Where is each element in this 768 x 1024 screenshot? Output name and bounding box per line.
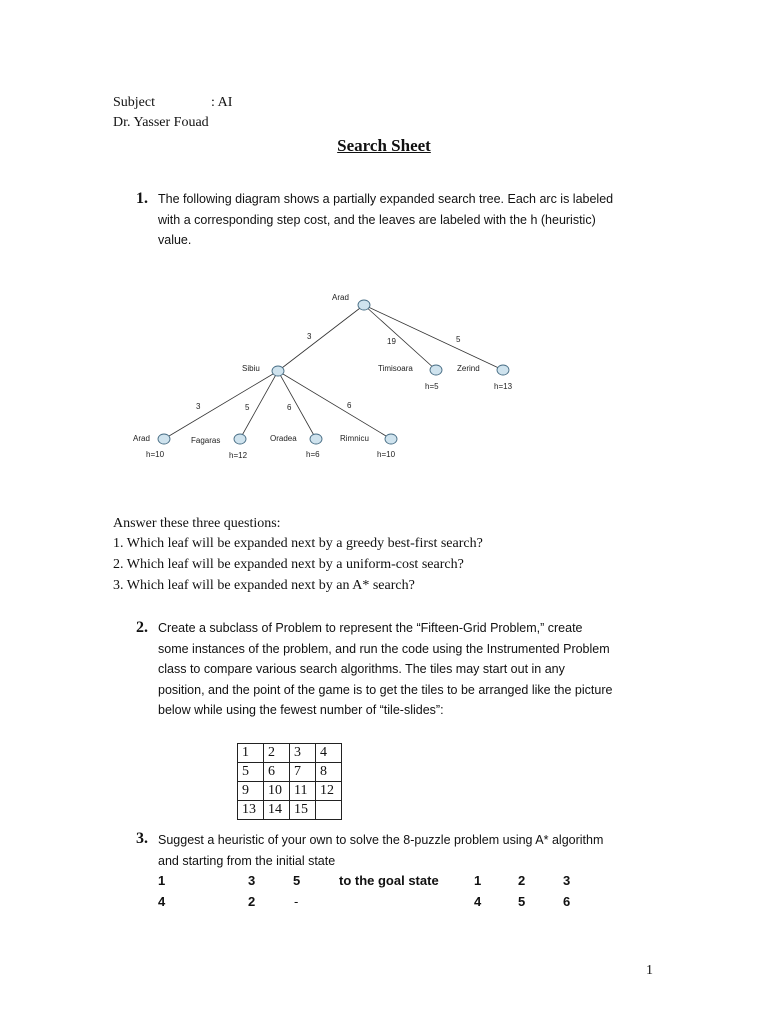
cost-arad-timisoara: 19 [387,337,396,346]
page-number: 1 [646,963,653,978]
h-arad-leaf: h=10 [146,450,165,459]
initial-r1-c3: 5 [293,873,301,888]
q1-line: value. [158,233,192,247]
grid-cell: 11 [290,782,316,801]
goal-r1-c1: 1 [474,873,482,888]
edge-arad-sibiu [278,305,364,371]
q3-text [158,830,678,871]
goal-r2-c1: 4 [474,894,482,909]
label-zerind: Zerind [457,364,480,373]
h-oradea: h=6 [306,450,320,459]
initial-r1-c1: 1 [158,873,166,888]
q1-line: The following diagram shows a partially expanded search tree. Each arc is labeled [158,192,614,206]
label-fagaras: Fagaras [191,436,221,445]
grid-cell: 2 [264,744,290,763]
initial-r2-c1: 4 [158,894,166,909]
edge-arad-timisoara [364,305,436,370]
q2-line: Create a subclass of Problem to represent the “Fifteen-Grid Problem,” create [158,621,583,635]
grid-cell: 5 [238,763,264,782]
node-zerind [497,365,509,375]
grid-cell: 15 [290,801,316,820]
grid-cell: 10 [264,782,290,801]
goal-r1-c2: 2 [518,873,526,888]
label-arad-root: Arad [332,293,349,302]
h-zerind: h=13 [494,382,513,391]
q2-line: position, and the point of the game is to get the tiles to be arranged like the picture [158,682,613,697]
edge-sibiu-rimnicu [278,371,391,439]
cost-sibiu-fagaras: 5 [245,403,250,412]
label-oradea: Oradea [270,434,297,443]
cost-arad-zerind: 5 [456,335,461,344]
q1-line: with a corresponding step cost, and the leaves are labeled with the h (heuristic) [158,212,596,227]
node-arad-leaf [158,434,170,444]
grid-cell: 4 [316,744,342,763]
cost-arad-sibiu: 3 [307,332,312,341]
fifteen-grid [237,743,342,820]
q3-number: 3. [136,830,148,847]
grid-cell: 9 [238,782,264,801]
goal-state-label: to the goal state [339,873,439,888]
grid-row [238,763,342,782]
answer-question-3: 3. Which leaf will be expanded next by an A* search? [113,578,415,593]
q2-line: class to compare various search algorithms. The tiles may start out in any [158,662,565,676]
q3-line: Suggest a heuristic of your own to solve the 8-puzzle problem using A* algorithm [158,833,604,847]
label-rimnicu: Rimnicu [340,434,369,443]
answer-question-1: 1. Which leaf will be expanded next by a greedy best-first search? [113,536,483,551]
edge-sibiu-arad [164,371,278,439]
answer-intro: Answer these three questions: [113,516,281,531]
author: Dr. Yasser Fouad [113,115,209,130]
edge-sibiu-oradea [278,371,316,439]
node-arad-root [358,300,370,310]
grid-cell: 12 [316,782,342,801]
edge-arad-zerind [364,305,503,370]
q2-line: below while using the fewest number of “tile-slides”: [158,703,444,717]
grid-cell: 7 [290,763,316,782]
label-timisoara: Timisoara [378,364,413,373]
q1-number: 1. [136,190,148,207]
node-rimnicu [385,434,397,444]
grid-cell: 14 [264,801,290,820]
goal-r2-c3: 6 [563,894,571,909]
h-timisoara: h=5 [425,382,439,391]
grid-row [238,744,342,763]
subject-label: Subject [113,95,155,110]
q2-line: some instances of the problem, and run the code using the Instrumented Problem [158,641,610,656]
cost-sibiu-arad: 3 [196,402,201,411]
initial-r2-c2: 2 [248,894,256,909]
page-title: Search Sheet [337,136,431,155]
goal-r2-c2: 5 [518,894,526,909]
node-oradea [310,434,322,444]
grid-row [238,801,342,820]
label-arad-leaf: Arad [133,434,150,443]
initial-r2-c3: - [294,894,299,909]
q2-number: 2. [136,619,148,636]
h-fagaras: h=12 [229,451,248,460]
grid-cell: 1 [238,744,264,763]
node-sibiu [272,366,284,376]
q3-line: and starting from the initial state [158,853,336,868]
grid-cell: 3 [290,744,316,763]
subject-value: : AI [211,95,233,110]
cost-sibiu-rimnicu: 6 [347,401,352,410]
grid-cell: 8 [316,763,342,782]
cost-sibiu-oradea: 6 [287,403,292,412]
grid-cell: 13 [238,801,264,820]
q2-text [158,618,678,721]
grid-cell-empty [316,801,342,820]
grid-row [238,782,342,801]
node-fagaras [234,434,246,444]
grid-cell: 6 [264,763,290,782]
node-timisoara [430,365,442,375]
answer-question-2: 2. Which leaf will be expanded next by a uniform-cost search? [113,557,464,572]
goal-r1-c3: 3 [563,873,571,888]
label-sibiu: Sibiu [242,364,260,373]
initial-r1-c2: 3 [248,873,256,888]
h-rimnicu: h=10 [377,450,396,459]
